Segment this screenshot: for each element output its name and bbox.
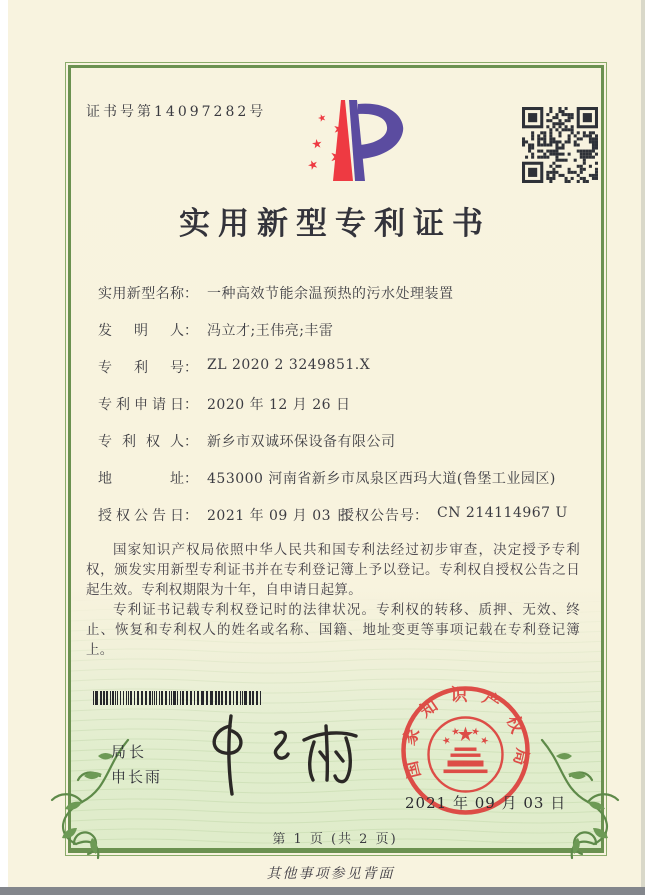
field-value: ZL 2020 2 3249851.X [207, 357, 371, 373]
scan-edge-shadow [0, 887, 645, 895]
field-value: 2021 年 09 月 03 日 [207, 508, 351, 524]
field-label: 地址 [98, 471, 184, 487]
scan-edge-right [641, 0, 645, 887]
field-label: 发明人 [98, 323, 184, 339]
field-grant-date-and-number [98, 505, 588, 527]
field-value: 新乡市双诚环保设备有限公司 [207, 434, 396, 450]
field-label: 专利权人 [98, 434, 184, 450]
field-value: 453000 河南省新乡市凤泉区西玛大道(鲁堡工业园区) [207, 471, 556, 487]
page-number: 第 1 页 (共 2 页) [272, 832, 398, 847]
signer-name: 申长雨 [111, 768, 163, 786]
director-signature [200, 710, 365, 802]
field-colon: ： [184, 397, 198, 413]
barcode [93, 691, 265, 705]
legal-paragraph-1: 国家知识产权局依照中华人民共和国专利法经过初步审查，决定授予专利权，颁发实用新型专利证书并在专利登记簿上予以登记。专利权自授权公告之日起生效。专利权期限为十年，自申请日起算。 [86, 542, 580, 598]
qr-code [522, 107, 598, 183]
field-label: 专利号 [98, 360, 184, 376]
certificate-title: 实用新型专利证书 [179, 206, 491, 242]
field-colon: ： [184, 323, 198, 339]
field-colon: ： [184, 360, 198, 376]
field-patent-number [98, 357, 588, 379]
field-label: 实用新型名称 [98, 286, 184, 302]
cnipa-logo [300, 97, 412, 189]
field-value: CN 214114967 U [437, 505, 568, 521]
field-colon: ： [184, 286, 198, 302]
signer-title: 局长 [111, 743, 148, 761]
back-note: 其他事项参见背面 [266, 866, 395, 882]
field-inventors [98, 320, 588, 342]
field-label: 专利申请日 [98, 397, 184, 413]
field-colon: ： [184, 508, 198, 524]
field-grant-number [340, 505, 568, 525]
field-value: 冯立才;王伟亮;丰雷 [207, 323, 334, 339]
field-utility-model-name [98, 283, 588, 305]
seal-ring-text: 国家知识产权局 [399, 685, 532, 781]
field-colon: ： [184, 434, 198, 450]
field-colon: ： [184, 471, 198, 487]
field-label: 授权公告号 [340, 508, 414, 524]
field-filing-date [98, 394, 588, 416]
field-value: 2020 年 12 月 26 日 [207, 397, 351, 413]
legal-text [86, 540, 580, 660]
national-emblem [429, 718, 503, 792]
certificate-number: 证书号第14097282号 [86, 104, 267, 120]
certificate-page [8, 0, 641, 887]
field-address [98, 468, 588, 490]
legal-paragraph-2: 专利证书记载专利权登记时的法律状况。专利权的转移、质押、无效、终止、恢复和专利权人的姓名或名称、国籍、地址变更等事项记载在专利登记簿上。 [86, 602, 580, 658]
seal-date: 2021 年 09 月 03 日 [405, 794, 567, 812]
field-patentee [98, 431, 588, 453]
field-value: 一种高效节能余温预热的污水处理装置 [207, 286, 454, 302]
field-colon: ： [414, 508, 428, 524]
field-label: 授权公告日 [98, 508, 184, 524]
